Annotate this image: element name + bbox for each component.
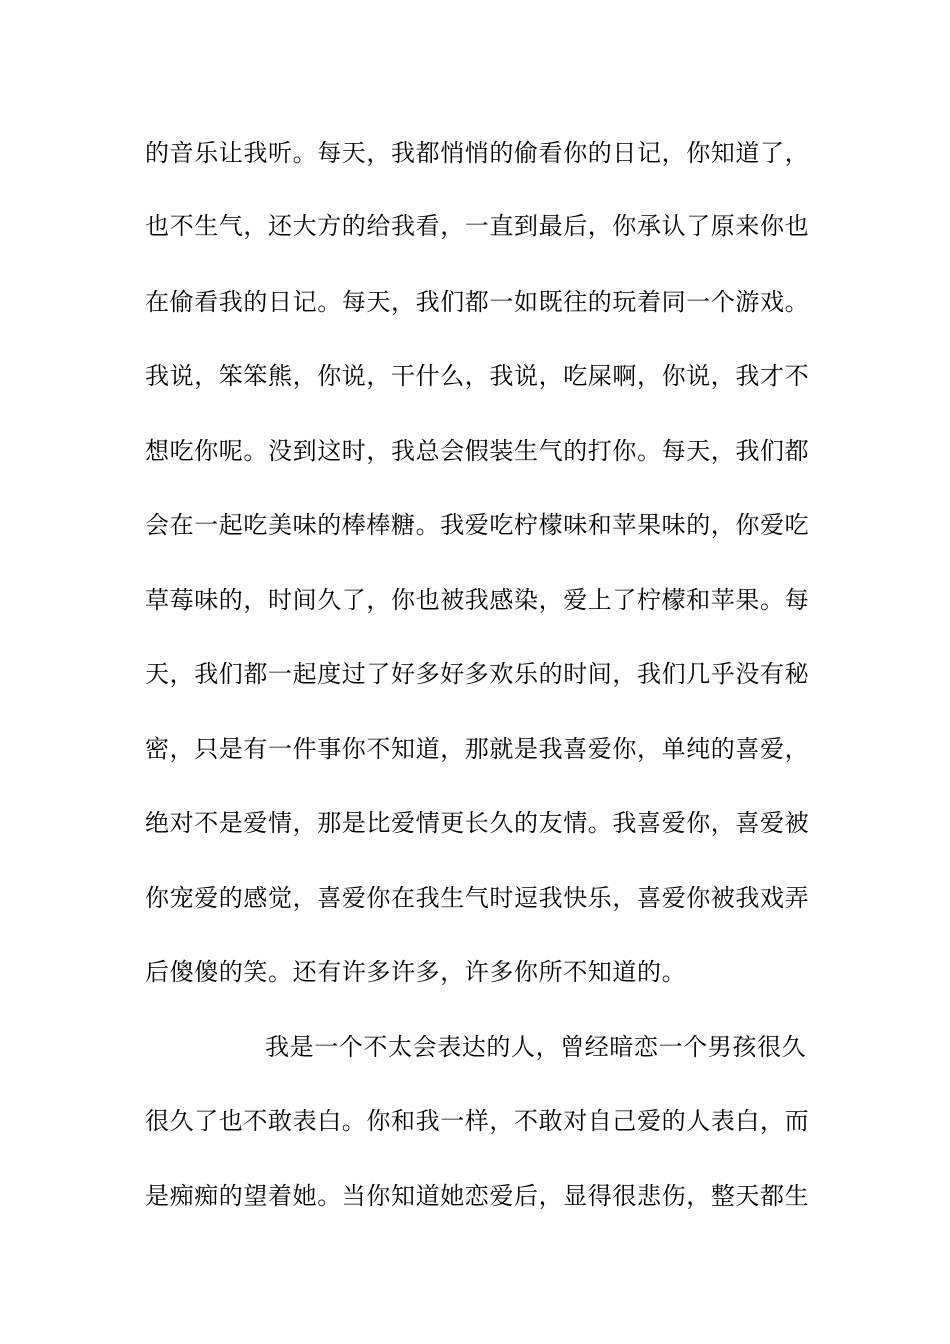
text-line: 的音乐让我听。每天，我都悄悄的偷看你的日记，你知道了，	[145, 139, 810, 167]
text-line: 草莓味的，时间久了，你也被我感染，爱上了柠檬和苹果。每	[145, 586, 810, 614]
text-line: 也不生气，还大方的给我看，一直到最后，你承认了原来你也	[145, 212, 810, 240]
text-line: 很久了也不敢表白。你和我一样，不敢对自己爱的人表白，而	[145, 1107, 810, 1135]
paragraph-first-line: 我是一个不太会表达的人，曾经暗恋一个男孩很久	[265, 1033, 807, 1061]
text-line: 我说，笨笨熊，你说，干什么，我说，吃屎啊，你说，我才不	[145, 362, 810, 390]
text-line: 天，我们都一起度过了好多好多欢乐的时间，我们几乎没有秘	[145, 660, 810, 688]
text-line: 是痴痴的望着她。当你知道她恋爱后，显得很悲伤，整天都生	[145, 1182, 810, 1210]
text-line: 你宠爱的感觉，喜爱你在我生气时逗我快乐，喜爱你被我戏弄	[145, 884, 810, 912]
text-line: 后傻傻的笑。还有许多许多，许多你所不知道的。	[145, 958, 687, 986]
text-line: 绝对不是爱情，那是比爱情更长久的友情。我喜爱你，喜爱被	[145, 809, 810, 837]
text-line: 密，只是有一件事你不知道，那就是我喜爱你，单纯的喜爱，	[145, 735, 810, 763]
text-line: 想吃你呢。没到这时，我总会假装生气的打你。每天，我们都	[145, 437, 810, 465]
text-line: 在偷看我的日记。每天，我们都一如既往的玩着同一个游戏。	[145, 288, 810, 316]
text-line: 会在一起吃美味的棒棒糖。我爱吃柠檬味和苹果味的，你爱吃	[145, 511, 810, 539]
